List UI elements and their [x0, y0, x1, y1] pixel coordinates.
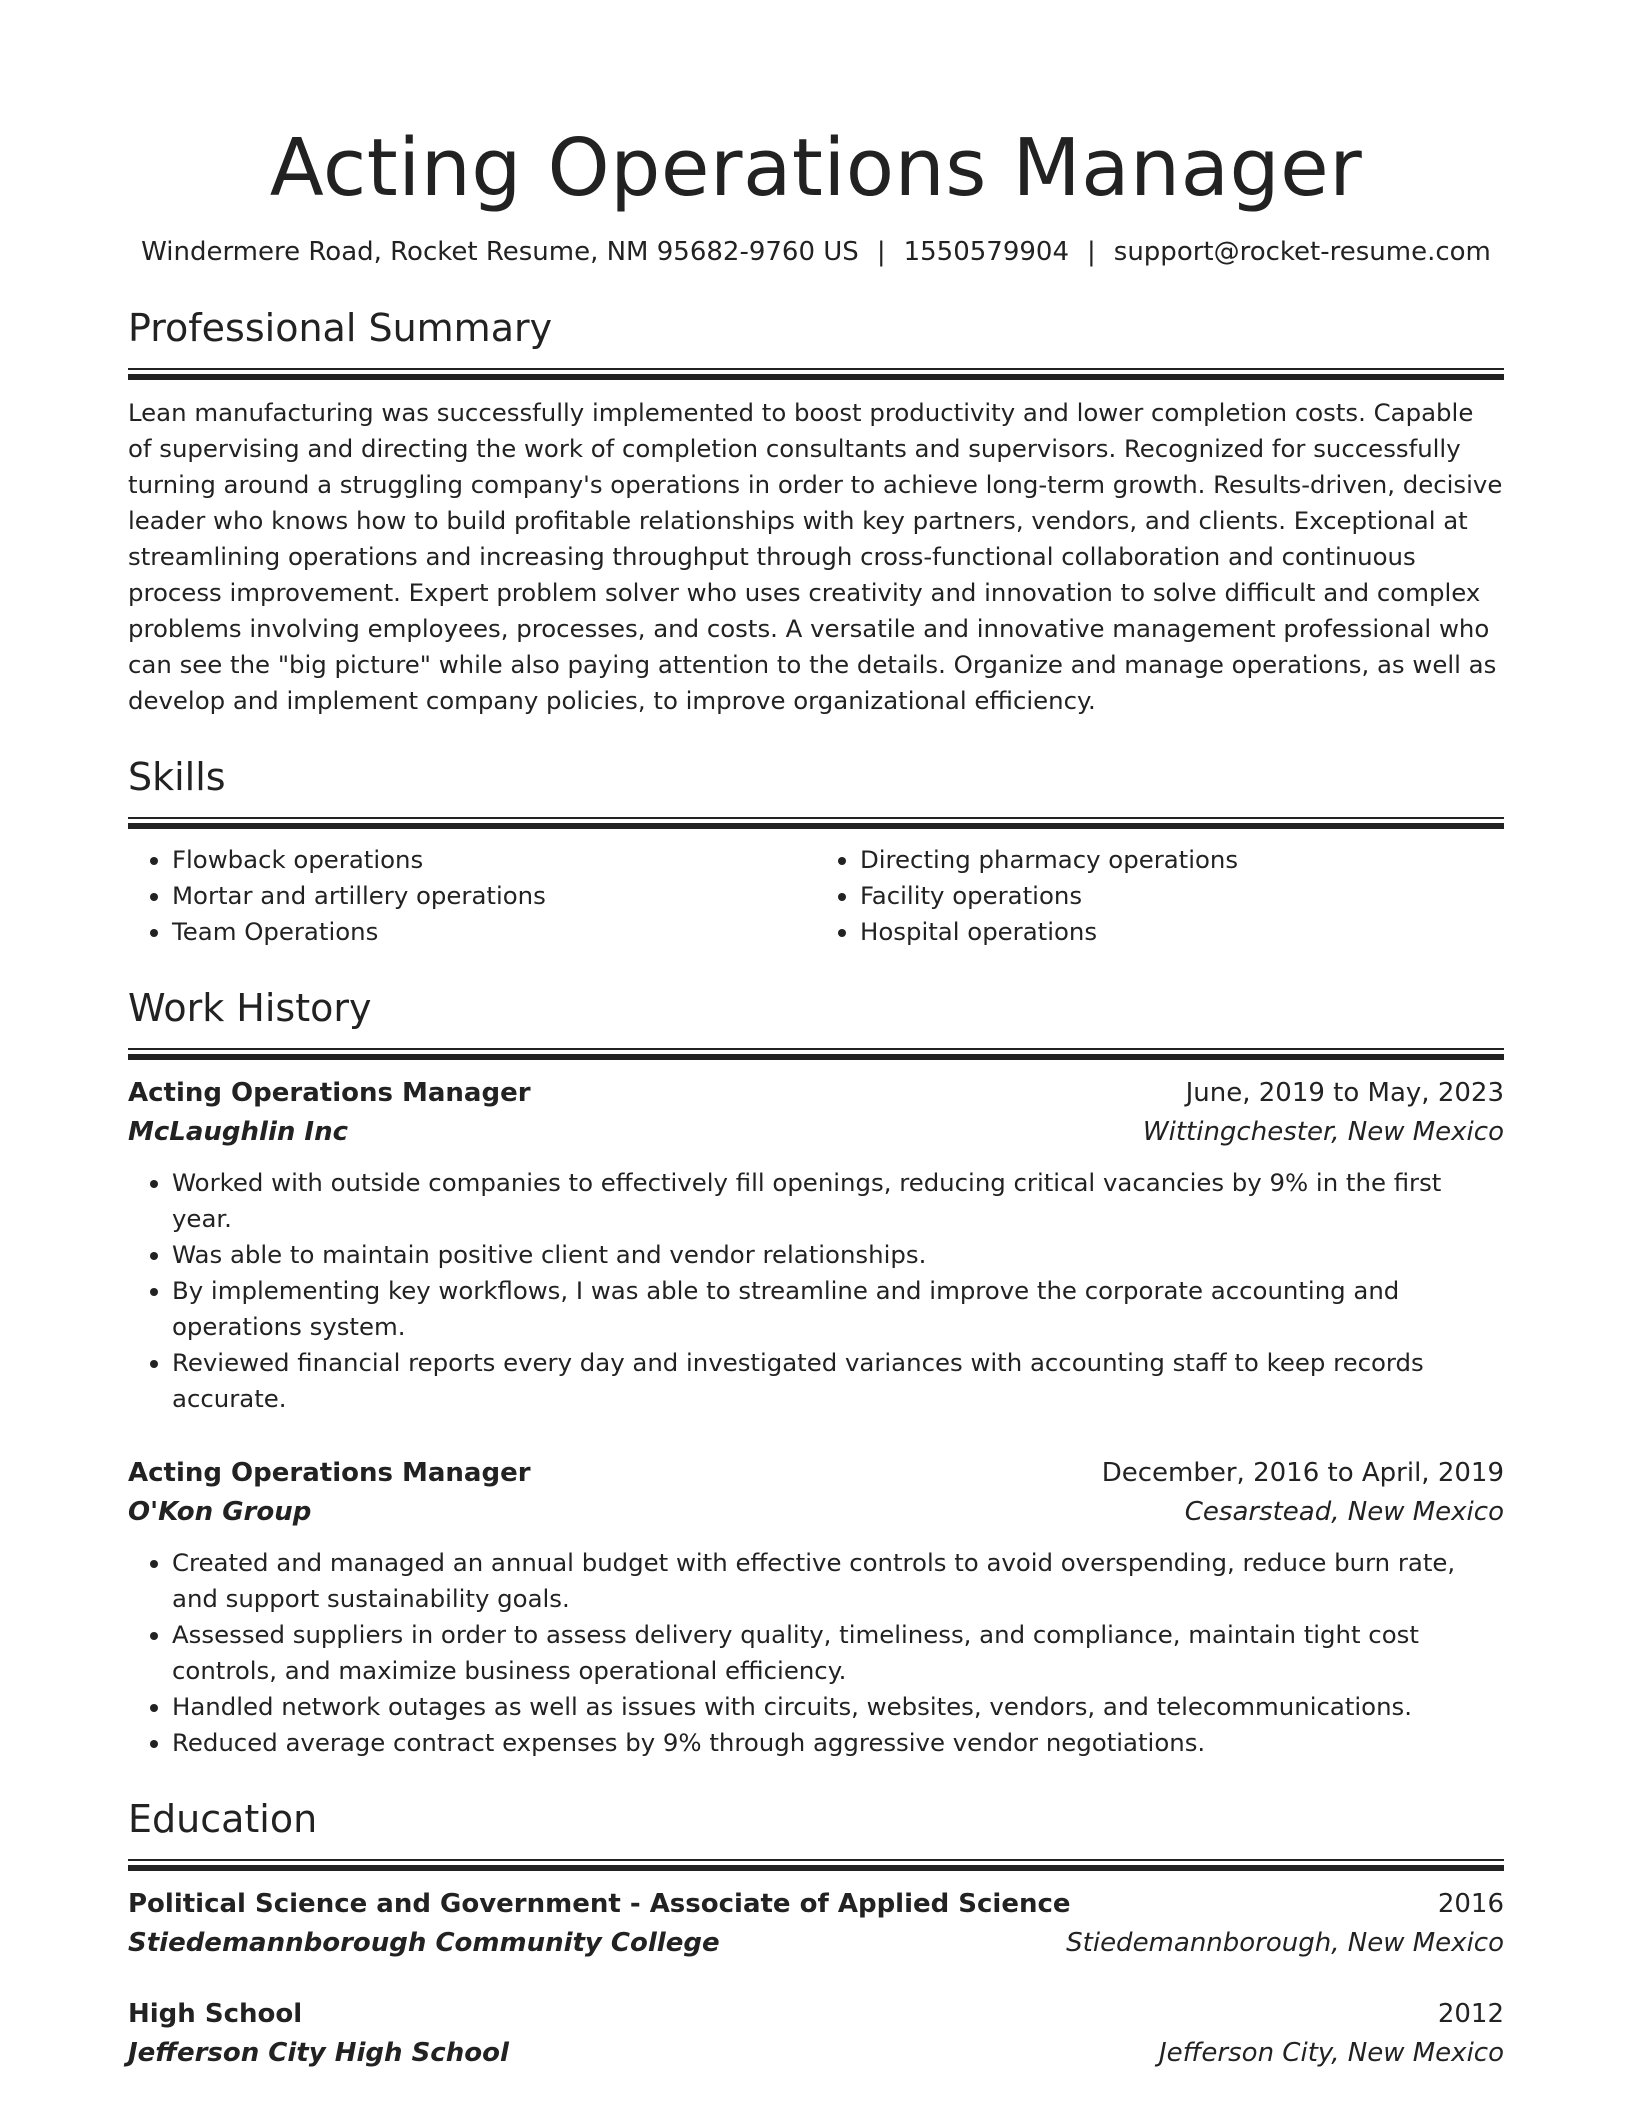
- job-location: Wittingchester, New Mexico: [1142, 1117, 1504, 1147]
- contact-phone: 1550579904: [903, 237, 1070, 267]
- education-section: [128, 1795, 1504, 2072]
- job-title: Acting Operations Manager: [128, 1078, 531, 1108]
- section-divider: [128, 817, 1504, 828]
- job-bullets: [128, 1545, 1504, 1761]
- education-entry: [128, 1994, 1504, 2072]
- section-title-skills: Skills: [128, 755, 226, 799]
- contact-address: Windermere Road, Rocket Resume, NM 95682-9760 US: [141, 237, 859, 267]
- skill-item: • Mortar and artillery operations: [172, 878, 816, 914]
- job-dates: June, 2019 to May, 2023: [1185, 1078, 1504, 1108]
- contact-separator: |: [876, 237, 886, 267]
- education-year: 2016: [1437, 1889, 1504, 1919]
- job-bullet: • Handled network outages as well as issues with circuits, websites, vendors, and telecommunications.: [172, 1689, 1504, 1725]
- work-history-section: [128, 984, 1504, 1761]
- education-location: Stiedemannborough, New Mexico: [1066, 1928, 1504, 1958]
- section-title-work-history: Work History: [128, 986, 372, 1030]
- job-entry: [128, 1073, 1504, 1417]
- contact-separator: |: [1087, 237, 1096, 267]
- education-school: Jefferson City High School: [128, 2038, 509, 2068]
- skill-item: • Facility operations: [860, 878, 1504, 914]
- job-entry: [128, 1453, 1504, 1761]
- job-company: McLaughlin Inc: [128, 1117, 349, 1147]
- job-title: Acting Operations Manager: [128, 1458, 531, 1488]
- job-bullet: • Reduced average contract expenses by 9% through aggressive vendor negotiations.: [172, 1725, 1504, 1761]
- job-company: O'Kon Group: [128, 1497, 312, 1527]
- job-bullet: • By implementing key workflows, I was able to streamline and improve the corporate accounting and operations system.: [172, 1273, 1504, 1345]
- skill-item: • Team Operations: [172, 914, 816, 950]
- contact-line: [128, 234, 1504, 270]
- job-dates: December, 2016 to April, 2019: [1101, 1458, 1504, 1488]
- section-divider: [128, 1048, 1504, 1059]
- job-bullet: • Worked with outside companies to effectively fill openings, reducing critical vacancies by 9% in the first year.: [172, 1165, 1504, 1237]
- skill-item: • Directing pharmacy operations: [860, 842, 1504, 878]
- job-location: Cesarstead, New Mexico: [1184, 1497, 1504, 1527]
- summary-text: Lean manufacturing was successfully implemented to boost productivity and lower completion costs. Capable of supervising and directing the work of completion consultants and supervisors. Recognized for successfully turning around a struggling company's operations in order to achieve long-term growth. Results-driven, decisive leader who knows how to build profitable relationships with key partners, vendors, and clients. Exceptional at streamlining operations and increasing throughput through cross-functional collaboration and continuous process improvement. Expert problem solver who uses creativity and innovation to solve difficult and complex problems involving employees, processes, and costs. A versatile and innovative management professional who can see the "big picture" while also paying attention to the details. Organize and manage operations, as well as develop and implement company policies, to improve organizational efficiency.: [128, 398, 1503, 715]
- skills-list-left: [128, 842, 816, 950]
- section-divider: [128, 1859, 1504, 1870]
- job-bullets: [128, 1165, 1504, 1417]
- education-location: Jefferson City, New Mexico: [1159, 2038, 1504, 2068]
- section-title-summary: Professional Summary: [128, 306, 553, 350]
- resume-name: Acting Operations Manager: [269, 122, 1363, 214]
- skill-item: • Hospital operations: [860, 914, 1504, 950]
- job-bullet: • Created and managed an annual budget with effective controls to avoid overspending, reduce burn rate, and support sustainability goals.: [172, 1545, 1504, 1617]
- education-school: Stiedemannborough Community College: [128, 1928, 720, 1958]
- skills-list-right: [816, 842, 1504, 950]
- section-divider: [128, 368, 1504, 379]
- education-degree: High School: [128, 1999, 303, 2029]
- education-entry: [128, 1884, 1504, 1962]
- skill-item: • Flowback operations: [172, 842, 816, 878]
- job-bullet: • Was able to maintain positive client and vendor relationships.: [172, 1237, 1504, 1273]
- education-degree: Political Science and Government - Associate of Applied Science: [128, 1889, 1071, 1919]
- skills-section: [128, 753, 1504, 950]
- section-title-education: Education: [128, 1797, 318, 1841]
- education-year: 2012: [1437, 1999, 1504, 2029]
- job-bullet: • Reviewed financial reports every day and investigated variances with accounting staff to keep records accurate.: [172, 1345, 1504, 1417]
- contact-email: support@rocket-resume.com: [1113, 237, 1491, 267]
- summary-section: [128, 304, 1504, 719]
- job-bullet: • Assessed suppliers in order to assess delivery quality, timeliness, and compliance, maintain tight cost controls, and maximize business operational efficiency.: [172, 1617, 1504, 1689]
- skills-columns: [128, 842, 1504, 950]
